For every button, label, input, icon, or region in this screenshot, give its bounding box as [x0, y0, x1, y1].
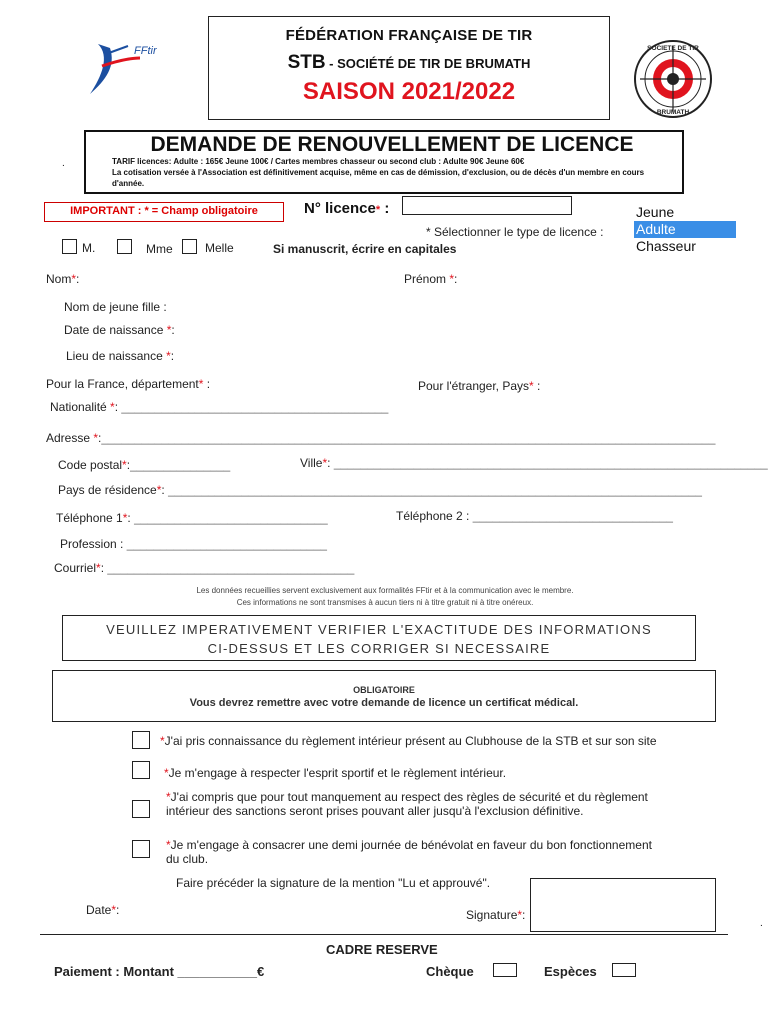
especes-checkbox[interactable]	[612, 963, 636, 977]
cadre-reserve-title: CADRE RESERVE	[326, 942, 438, 957]
paiement-montant: Paiement : Montant ___________€	[54, 964, 265, 979]
lieu-naissance-field[interactable]: Lieu de naissance *:	[66, 349, 175, 363]
securite-checkbox[interactable]	[132, 800, 150, 818]
telephone1-field[interactable]: Téléphone 1*: _____________________________	[56, 511, 328, 525]
licence-number-input[interactable]	[402, 196, 572, 215]
civility-mme-checkbox[interactable]	[117, 239, 132, 254]
telephone2-field[interactable]: Téléphone 2 : ______________________________	[396, 509, 673, 523]
header-box	[208, 16, 610, 120]
licence-type-option-jeune[interactable]: Jeune	[636, 204, 675, 220]
title-box	[84, 130, 684, 194]
licence-type-prompt: * Sélectionner le type de licence :	[426, 225, 604, 239]
seal-bottom-text: BRUMATH	[656, 109, 690, 116]
esprit-sportif-checkbox[interactable]	[132, 761, 150, 779]
season-title: SAISON 2021/2022	[302, 78, 516, 105]
signature-box[interactable]	[530, 878, 716, 932]
club-name: STB - SOCIÉTÉ DE TIR DE BRUMATH	[287, 52, 531, 73]
federation-name: FÉDÉRATION FRANÇAISE DE TIR	[285, 27, 533, 44]
ville-field[interactable]: Ville*: _________________________________________________________________	[300, 456, 768, 470]
capitals-hint: Si manuscrit, écrire en capitales	[273, 242, 457, 256]
fftir-logo-text: FFtir	[134, 45, 157, 57]
jeune-fille-field[interactable]: Nom de jeune fille :	[64, 300, 167, 314]
especes-label: Espèces	[544, 964, 597, 979]
club-seal-logo	[632, 38, 714, 120]
civility-m-checkbox[interactable]	[62, 239, 77, 254]
fftir-logo	[80, 36, 190, 106]
date-field[interactable]: Date*:	[86, 903, 120, 917]
civility-melle-checkbox[interactable]	[182, 239, 197, 254]
separator-line	[40, 934, 728, 935]
bullet-dot: .	[62, 158, 65, 169]
nationalite-field[interactable]: Nationalité *: ________________________________________	[50, 400, 389, 414]
licence-number-label: N° licence* :	[304, 200, 390, 217]
cotisation-note: La cotisation versée à l'Association est définitivement acquise, même en cas de démission, d'exclusion, ou de décès d'un membre en cours d'année.	[112, 168, 645, 188]
licence-type-option-chasseur[interactable]: Chasseur	[636, 238, 696, 254]
date-naissance-field[interactable]: Date de naissance *:	[64, 323, 175, 337]
cheque-checkbox[interactable]	[493, 963, 517, 977]
trailing-dot: .	[760, 918, 763, 929]
mention-text: Faire précéder la signature de la mention "Lu et approuvé".	[176, 876, 491, 890]
adresse-field[interactable]: Adresse *:____________________________________________________________________________________________	[46, 431, 716, 445]
esprit-sportif-text: *Je m'engage à respecter l'esprit sportif et le règlement intérieur.	[164, 766, 507, 780]
residence-field[interactable]: Pays de résidence*: ________________________________________________________________________________	[58, 483, 702, 497]
verify-notice-box	[62, 615, 696, 661]
verify-line-1: VEUILLEZ IMPERATIVEMENT VERIFIER L'EXACTITUDE DES INFORMATIONS	[106, 622, 652, 637]
privacy-line-1: Les données recueillies servent exclusivement aux formalités FFtir et à la communication avec le membre.	[196, 586, 574, 595]
departement-field[interactable]: Pour la France, département* :	[46, 377, 211, 391]
nom-field[interactable]: Nom*:	[46, 272, 80, 286]
privacy-line-2: Ces informations ne sont transmises à aucun tiers ni à titre gratuit ni à titre onéreux.	[236, 598, 534, 607]
obligatoire-box	[52, 670, 716, 722]
benevolat-text: *Je m'engage à consacrer une demi journée de bénévolat en faveur du bon fonctionnement du club.	[166, 838, 652, 866]
seal-top-text: SOCIETE DE TIR	[647, 45, 699, 52]
civility-mme-label: Mme	[146, 242, 173, 256]
courriel-field[interactable]: Courriel*: _____________________________________	[54, 561, 355, 575]
cheque-label: Chèque	[426, 964, 474, 979]
tarif-text: TARIF licences: Adulte : 165€ Jeune 100€ / Cartes membres chasseur ou second club : Adulte 90€ Jeune 60€	[112, 157, 525, 166]
verify-line-2: CI-DESSUS ET LES CORRIGER SI NECESSAIRE	[207, 641, 551, 656]
form-title: DEMANDE DE RENOUVELLEMENT DE LICENCE	[150, 133, 634, 156]
profession-field[interactable]: Profession : ______________________________	[60, 537, 327, 551]
securite-text: *J'ai compris que pour tout manquement au respect des règles de sécurité et du règlement intérieur des sanctions seront prises pouvant aller jusqu'à l'exclusion définitive.	[166, 790, 648, 818]
licence-type-listbox[interactable]	[634, 204, 736, 255]
reglement-text: *J'ai pris connaissance du règlement intérieur présent au Clubhouse de la STB et sur son site	[160, 734, 657, 748]
certificat-notice: Vous devrez remettre avec votre demande de licence un certificat médical.	[189, 697, 579, 709]
benevolat-checkbox[interactable]	[132, 840, 150, 858]
civility-melle-label: Melle	[205, 241, 234, 255]
signature-label: Signature*:	[466, 908, 526, 922]
civility-m-label: M.	[82, 241, 96, 255]
licence-type-option-adulte[interactable]: Adulte	[634, 221, 736, 238]
reglement-checkbox[interactable]	[132, 731, 150, 749]
prenom-field[interactable]: Prénom *:	[404, 272, 458, 286]
obligatoire-title: OBLIGATOIRE	[353, 685, 415, 695]
important-notice: IMPORTANT : * = Champ obligatoire	[44, 202, 284, 222]
code-postal-field[interactable]: Code postal*:_______________	[58, 458, 231, 472]
pays-field[interactable]: Pour l'étranger, Pays* :	[418, 379, 541, 393]
